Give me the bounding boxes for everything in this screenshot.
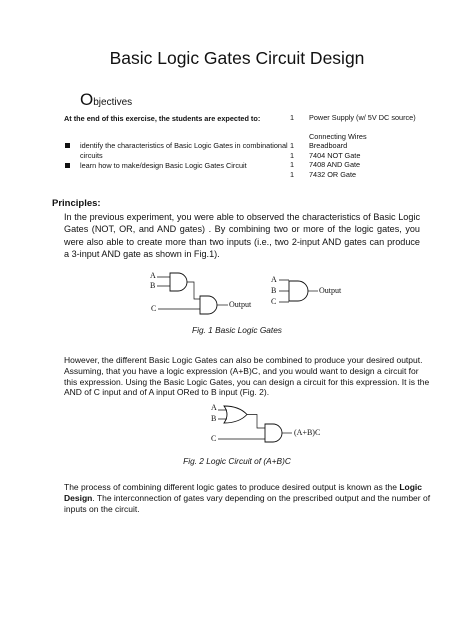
- fig1-right-input-c-label: C: [271, 297, 277, 306]
- figure-2-caption: Fig. 2 Logic Circuit of (A+B)C: [183, 456, 291, 466]
- objectives-intro: At the end of this exercise, the students are expected to:: [64, 114, 261, 123]
- fig2-inner-wires: [218, 415, 265, 440]
- fig1-left-input-c-label: C: [151, 304, 157, 313]
- material-row: [290, 113, 440, 123]
- fig1-right-output-label: Output: [319, 286, 342, 295]
- material-name: Power Supply (w/ 5V DC source): [309, 113, 416, 122]
- material-row: [290, 170, 440, 180]
- material-name: 7408 AND Gate: [309, 160, 361, 170]
- principles-paragraph-1: In the previous experiment, you were able to observed the characteristics of Basic Logic Gates (NOT, OR, and AND gates) . By combining two or more of the logic gates, you were also able to create more than two inputs (i.e., two 2-input AND gates can produce a 3-input AND gate as shown in Fig.1).: [64, 212, 420, 259]
- figure-2-diagram: [205, 400, 355, 448]
- fig1-right-input-b-label: B: [271, 286, 277, 295]
- fig1-left-input-wires: [157, 277, 170, 286]
- fig1-and-gate-1: [170, 273, 187, 291]
- principles-paragraph-2: However, the different Basic Logic Gates can also be combined to produce your desired output. Assuming, that you have a logic expression (A+B)C, and you would want to design a circuit for this expression. Using the Basic Logic Gates, you can design a circuit for this expression. It is the AND of C input and of A input ORed to B input (Fig. 2).: [64, 355, 430, 398]
- fig1-left-output-label: Output: [229, 300, 252, 309]
- material-qty: 1: [290, 160, 295, 170]
- fig1-right-input-wires: [279, 280, 289, 302]
- material-name: 7404 NOT Gate: [309, 150, 361, 160]
- material-qty: 1: [290, 113, 295, 122]
- logic-design-term: Logic Design: [64, 482, 422, 503]
- principles-heading: Principles:: [52, 198, 101, 209]
- paragraph-3-end: . The interconnection of gates vary depending on the prescribed output and the number of inputs on the circuit.: [64, 492, 431, 514]
- material-row: [290, 160, 440, 170]
- figure-1-caption: Fig. 1 Basic Logic Gates: [192, 325, 282, 335]
- fig1-and-gate-2: [200, 296, 217, 314]
- principles-paragraph-3: [64, 482, 432, 514]
- fig1-left-input-b-label: B: [150, 281, 156, 290]
- fig2-input-b-label: B: [211, 414, 217, 423]
- materials-list: [290, 113, 440, 180]
- objectives-heading-initial: O: [80, 90, 94, 109]
- paragraph-3-start: The process of combining different logic gates to produce desired output is known as the: [64, 482, 400, 492]
- material-name: Breadboard: [309, 141, 348, 151]
- page-title: Basic Logic Gates Circuit Design: [109, 48, 365, 68]
- fig2-or-gate: [224, 406, 247, 423]
- material-qty: 1: [290, 150, 295, 160]
- figure-1-diagram: [148, 268, 348, 316]
- material-name: 7432 OR Gate: [309, 169, 357, 179]
- objective-item: identify the characteristics of Basic Logic Gates in combinational circuits: [64, 141, 289, 160]
- fig2-output-label: (A+B)C: [294, 428, 321, 437]
- objectives-heading: [80, 90, 132, 110]
- fig1-and-gate-3input: [289, 281, 308, 301]
- fig2-input-wires: [218, 410, 227, 419]
- fig2-and-gate: [265, 424, 282, 442]
- fig2-input-c-label: C: [211, 434, 217, 443]
- fig1-right-input-a-label: A: [271, 275, 277, 284]
- objectives-heading-rest: bjectives: [93, 97, 133, 108]
- material-subheading: Connecting Wires: [309, 131, 367, 141]
- material-qty: 1: [290, 141, 295, 151]
- material-qty: 1: [290, 169, 295, 179]
- objective-item: learn how to make/design Basic Logic Gates Circuit: [64, 161, 289, 171]
- material-row: [290, 141, 440, 151]
- fig1-left-input-a-label: A: [150, 271, 156, 280]
- fig2-input-a-label: A: [211, 403, 217, 412]
- material-row: [290, 151, 440, 161]
- objectives-list: [64, 141, 289, 172]
